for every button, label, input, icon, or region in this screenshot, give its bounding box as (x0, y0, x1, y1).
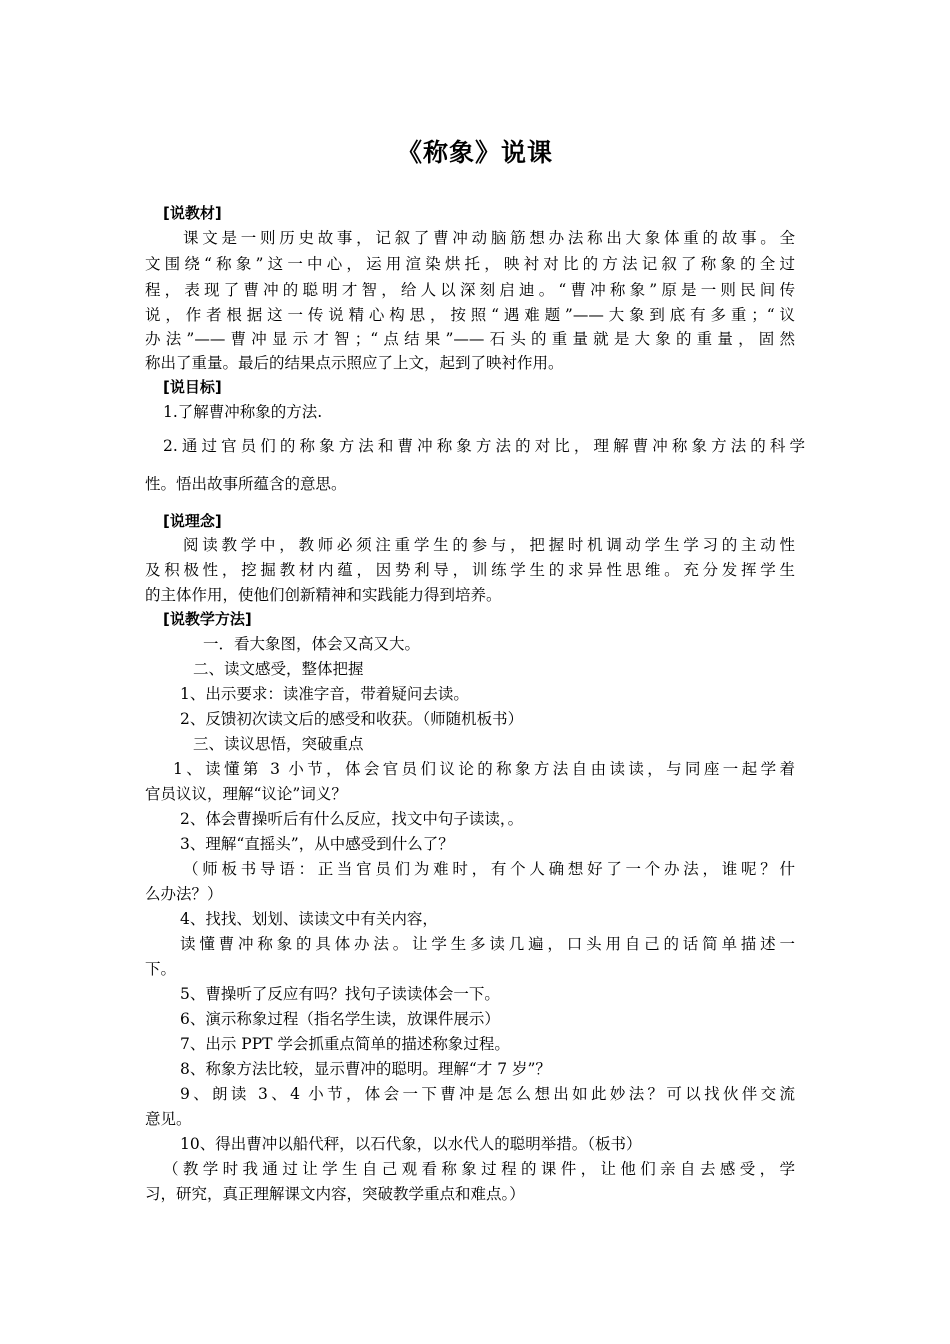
section-heading-material: [说教材] (163, 204, 222, 222)
method-substep: 5、曹操听了反应有吗？找句子读读体会一下。 (180, 985, 500, 1003)
section-heading-concept: [说理念] (163, 512, 222, 530)
method-step: 三、读议思悟，突破重点 (193, 735, 364, 753)
material-line: 办法”——曹冲显示才智；“点结果”——石头的重量就是大象的重量，固然 (145, 330, 795, 348)
concept-line: 及积极性，挖掘教材内蕴，因势利导，训练学生的求异性思维。充分发挥学生 (145, 561, 795, 579)
method-step: 一．看大象图，体会又高又大。 (203, 635, 421, 653)
method-substep: 3、理解“直摇头”，从中感受到什么了？ (180, 835, 454, 853)
teacher-note: （师板书导语：正当官员们为难时，有个人确想好了一个办法，谁呢？什 (183, 860, 795, 878)
method-substep: 8、称象方法比较，显示曹冲的聪明。理解“才 7 岁”？ (180, 1060, 551, 1078)
method-substep: 1、出示要求：读准字音，带着疑问去读。 (180, 685, 469, 703)
goal-item: 1.了解曹冲称象的方法. (163, 403, 323, 421)
method-substep: 10、得出曹冲以船代秤，以石代象，以水代人的聪明举措。（板书） (180, 1135, 642, 1153)
goal-item-continued: 性。悟出故事所蕴含的意思。 (145, 475, 347, 493)
concept-line: 的主体作用，使他们创新精神和实践能力得到培养。 (145, 586, 502, 604)
section-heading-method: [说教学方法] (163, 610, 252, 628)
method-substep: 1、读懂第 3 小节，体会官员们议论的称象方法自由读读，与同座一起学着 (173, 760, 795, 778)
method-substep: 4、找找、划划、读读文中有关内容， (180, 910, 438, 928)
concept-line: 阅读教学中，教师必须注重学生的参与，把握时机调动学生学习的主动性 (183, 536, 795, 554)
closing-note: （教学时我通过让学生自己观看称象过程的课件，让他们亲自去感受，学 (163, 1160, 795, 1178)
method-substep: 9、朗读 3、4 小节，体会一下曹冲是怎么想出如此妙法？可以找伙伴交流 (180, 1085, 795, 1103)
method-substep: 读懂曹冲称象的具体办法。让学生多读几遍，口头用自己的话简单描述一 (180, 935, 795, 953)
material-line: 程，表现了曹冲的聪明才智，给人以深刻启迪。“曹冲称象”原是一则民间传 (145, 281, 795, 299)
method-substep: 7、出示 PPT 学会抓重点简单的描述称象过程。 (180, 1035, 510, 1053)
goal-item: 2.通过官员们的称象方法和曹冲称象方法的对比，理解曹冲称象方法的科学 (163, 437, 805, 455)
method-step: 二、读文感受，整体把握 (193, 660, 364, 678)
material-line: 文围绕“称象”这一中心，运用渲染烘托，映衬对比的方法记叙了称象的全过 (145, 255, 795, 273)
section-heading-goals: [说目标] (163, 378, 222, 396)
method-substep: 意见。 (145, 1110, 192, 1128)
teacher-note: 么办法？） (145, 885, 223, 903)
material-line: 说，作者根据这一传说精心构思，按照“遇难题”——大象到底有多重；“议 (145, 306, 795, 324)
material-line: 课文是一则历史故事，记叙了曹冲动脑筋想办法称出大象体重的故事。全 (183, 229, 795, 247)
material-line: 称出了重量。最后的结果点示照应了上文，起到了映衬作用。 (145, 354, 564, 372)
method-substep: 6、演示称象过程（指名学生读，放课件展示） (180, 1010, 500, 1028)
method-substep: 2、体会曹操听后有什么反应，找文中句子读读，。 (180, 810, 524, 828)
closing-note: 习，研究，真正理解课文内容，突破教学重点和难点。） (145, 1185, 525, 1203)
method-substep: 下。 (145, 960, 177, 978)
method-substep: 官员议议，理解“议论”词义？ (145, 785, 347, 803)
page-title: 《称象》说课 (396, 138, 553, 167)
method-substep: 2、反馈初次读文后的感受和收获。（师随机板书） (180, 710, 524, 728)
